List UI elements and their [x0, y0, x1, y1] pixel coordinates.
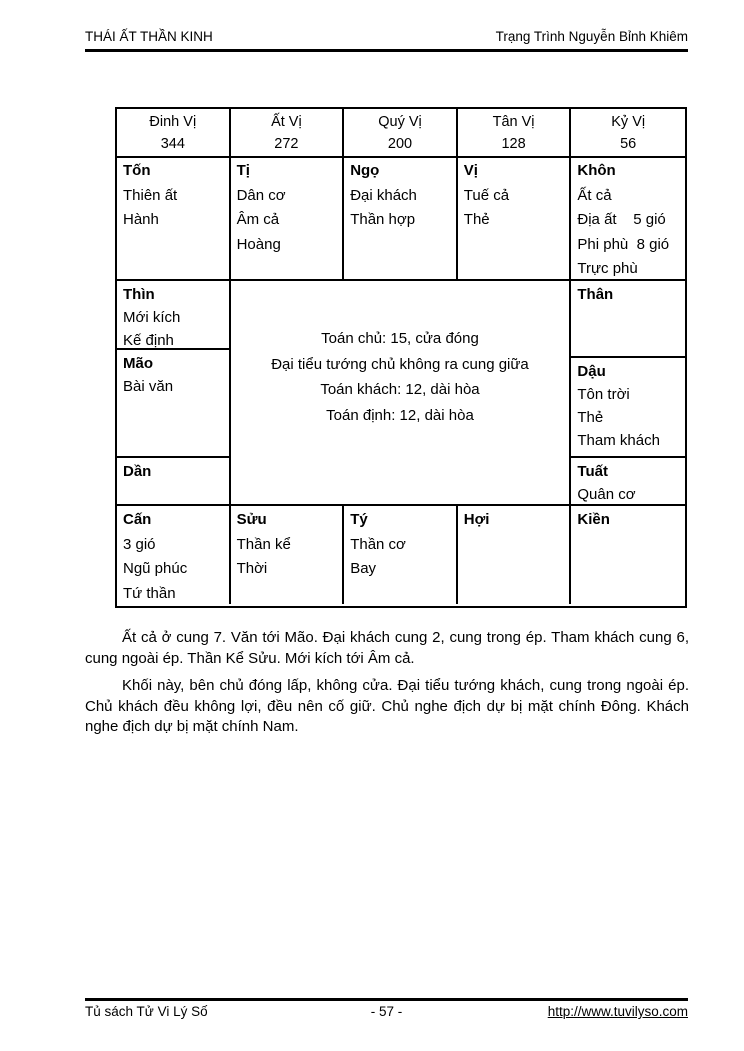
page-header — [85, 29, 688, 52]
header-cell-label: Quý Vị — [378, 114, 422, 130]
author-name: Trạng Trình Nguyễn Bỉnh Khiêm — [495, 29, 688, 44]
palace-line: Thiên ất — [123, 186, 178, 204]
summary-line-toan-dinh: Toán định: 12, dài hòa — [326, 406, 474, 424]
palace-cell-ti — [231, 158, 345, 281]
palace-cell-ngo — [344, 158, 458, 281]
palace-line: Tham khách — [577, 432, 660, 449]
palace-cell-ty — [344, 506, 458, 604]
palace-name: Tý — [350, 511, 368, 528]
footer-page-number: - 57 - — [370, 1004, 403, 1019]
header-cell-value: 272 — [274, 136, 299, 152]
palace-line: Hành — [123, 211, 159, 228]
palace-name: Dần — [123, 463, 152, 480]
palace-line: Thần kể — [236, 535, 291, 553]
palace-line: Dân cơ — [236, 186, 286, 204]
palace-line: Tôn trời — [577, 386, 630, 403]
palace-cell-suu — [231, 506, 345, 604]
palace-cell-hoi — [458, 506, 572, 604]
palace-name: Thìn — [123, 286, 155, 303]
palace-line: Thời — [236, 560, 268, 577]
board-header-cell-dinh-vi — [117, 109, 231, 158]
palace-line: Phi phù 8 gió — [577, 235, 670, 253]
palace-cell-vi — [458, 158, 572, 281]
summary-line-toan-chu: Toán chủ: 15, cửa đóng — [321, 330, 479, 347]
palace-line: Kế định — [123, 332, 174, 349]
palace-name: Sửu — [236, 511, 267, 528]
palace-name: Thân — [577, 286, 614, 303]
palace-name: Tuất — [577, 463, 608, 480]
header-cell-value: 344 — [160, 136, 185, 152]
document-title: THÁI ẤT THẦN KINH — [85, 29, 213, 44]
palace-name: Kiền — [577, 511, 610, 528]
palace-line: Đại khách — [350, 186, 417, 204]
palace-name: Vị — [463, 162, 478, 179]
palace-name: Ngọ — [350, 162, 380, 179]
palace-line: Trực phù — [577, 260, 638, 277]
palace-cell-than — [571, 281, 685, 358]
palace-cell-khon — [571, 158, 685, 281]
palace-cell-ton — [117, 158, 231, 281]
commentary-paragraph-2: Khối này, bên chủ đóng lấp, không cửa. Đại tiểu tướng khách, cung trong ngoài ép. Chủ khách đều không lợi, đều nên cố giữ. Chủ nghe địch dự bị mặt chính Đông. Khách nghe địch dự bị mặt chính Nam. — [85, 677, 689, 735]
commentary-paragraph-1: Ất cả ở cung 7. Văn tới Mão. Đại khách cung 2, cung trong ép. Tham khách cung 6, cung ngoài ép. Thần Kể Sửu. Mới kích tới Âm cả. — [85, 629, 689, 667]
palace-name: Tị — [236, 162, 250, 179]
header-cell-label: Kỷ Vị — [611, 114, 646, 130]
palace-cell-thin — [117, 281, 229, 350]
palace-line: 3 gió — [123, 535, 156, 553]
summary-line-tuong-chu: Đại tiểu tướng chủ không ra cung giữa — [271, 355, 529, 373]
palace-cell-tuat — [571, 458, 685, 506]
palace-line: Bay — [350, 560, 377, 577]
palace-line: Tứ thần — [123, 584, 176, 602]
palace-cell-dan — [117, 458, 229, 506]
palace-line: Ất cả — [577, 186, 612, 204]
palace-line: Thẻ — [463, 211, 490, 228]
thai-at-board-table — [115, 107, 687, 608]
palace-line: Thẻ — [577, 409, 604, 426]
palace-line: Bài văn — [123, 378, 174, 395]
header-cell-label: Tân Vị — [492, 114, 535, 130]
board-center-summary — [231, 281, 572, 506]
palace-line: Thần cơ — [350, 535, 406, 553]
board-left-column — [117, 281, 231, 506]
palace-cell-kien — [571, 506, 685, 604]
palace-name: Cấn — [123, 511, 152, 528]
palace-line: Tuế cả — [463, 186, 510, 204]
palace-line: Mới kích — [123, 309, 181, 326]
palace-name: Hợi — [463, 511, 490, 528]
palace-line: Hoàng — [236, 235, 281, 253]
board-header-cell-at-vi — [231, 109, 345, 158]
summary-line-toan-khach: Toán khách: 12, dài hòa — [320, 381, 480, 398]
palace-line: Âm cả — [236, 211, 280, 228]
palace-line: Thần hợp — [350, 211, 416, 228]
header-cell-label: Đinh Vị — [149, 114, 197, 130]
palace-name: Tốn — [123, 162, 151, 179]
palace-line: Quân cơ — [577, 486, 636, 503]
palace-cell-can — [117, 506, 231, 604]
palace-line: Ngũ phúc — [123, 560, 188, 577]
palace-name: Mão — [123, 355, 153, 372]
footer-series-title: Tủ sách Tử Vi Lý Số — [85, 1004, 208, 1019]
header-cell-value: 200 — [387, 136, 413, 152]
board-header-cell-tan-vi — [458, 109, 572, 158]
page-footer — [85, 998, 688, 1020]
palace-cell-mao — [117, 350, 229, 458]
header-cell-label: Ất Vị — [271, 114, 302, 130]
header-cell-value: 56 — [620, 136, 637, 152]
commentary-section — [85, 628, 689, 745]
header-cell-value: 128 — [501, 136, 526, 152]
palace-name: Khôn — [577, 162, 616, 179]
board-header-cell-ky-vi — [571, 109, 685, 158]
palace-cell-dau — [571, 358, 685, 458]
board-right-column — [571, 281, 685, 506]
board-header-cell-quy-vi — [344, 109, 458, 158]
palace-name: Dậu — [577, 363, 606, 380]
palace-line: Địa ất 5 gió — [577, 211, 666, 228]
footer-website-link[interactable]: http://www.tuvilyso.com — [547, 1004, 688, 1019]
